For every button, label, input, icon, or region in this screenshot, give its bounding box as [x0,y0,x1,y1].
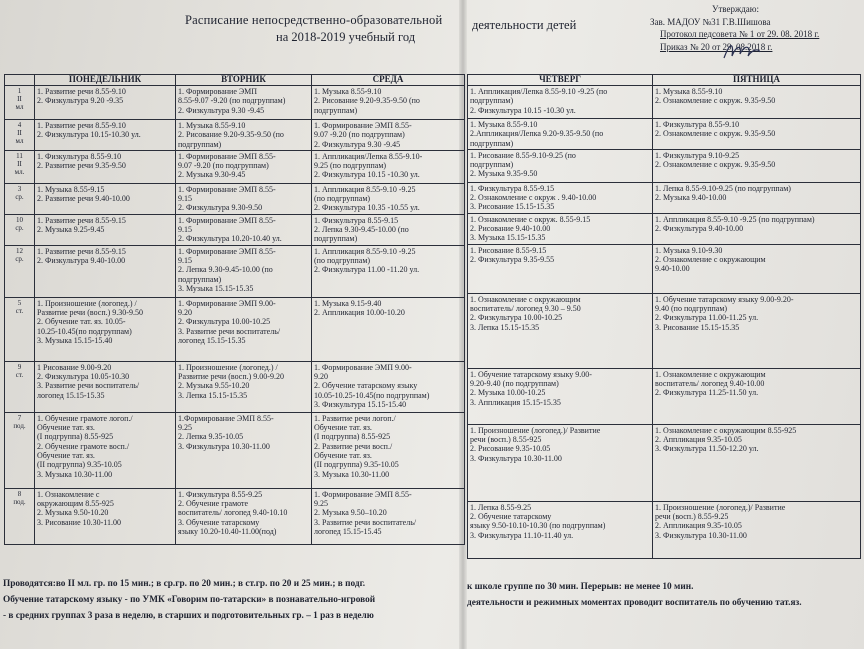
cell-line: II [17,129,22,137]
cell-line: 2. Физкультура 11.25-11.50 ул. [655,388,759,398]
cell-line: 2. Физкультура 9.40-10.00 [655,224,744,234]
cell-line: 9.15 [178,256,192,266]
cell-line: ср. [15,192,24,201]
table-row [5,120,465,151]
table-row [468,213,861,244]
cell-line: подгруппам) [314,105,358,115]
cell-line: 1. Ознакомление с окружающим 8.55-925 [655,425,797,435]
schedule-cell [312,361,465,412]
cell-line: Обучение тат. яз. [37,451,95,461]
cell-line: ср. [15,254,24,263]
cell-line: 2. Музыка 9.35-9.50 [470,169,538,179]
schedule-cell [312,488,465,544]
schedule-cell [653,213,861,244]
cell-line: 1. Музыка 8.55-9.10 [470,120,538,129]
cell-line: под. [13,497,26,506]
cell-line: 4 [17,121,22,129]
cell-line: 2. Рисование 9.35-10.05 [470,444,551,454]
cell-line: 1. Физкультура 9.10-9.25 [655,150,740,160]
schedule-cell [312,120,465,151]
cell-line: 1. Аппликация 8.55-9.10 -9.25 [314,246,416,256]
cell-line: 1. Аппликация/Лепка 8.55-9.10- [314,151,423,161]
cell-line: 9.07 -9.20 (по подгруппам) [314,130,405,140]
cell-line: 1. Аппликация 8.55-9.10 -9.25 [314,184,416,194]
schedule-cell [35,245,176,297]
cell-line: 3. Физкультура 10.30-11.00 [655,530,747,540]
day-header: ЧЕТВЕРГ [468,75,653,86]
cell-line: 2. Музыка 9.25-9.45 [37,225,105,235]
cell-line: 2. Музыка 9.50-10.20 [37,508,109,518]
table-row [5,488,465,544]
cell-line: 2. Рисование 9.20-9.35-9.50 (по [314,96,420,106]
schedule-cell [653,149,861,182]
table-row [5,297,465,361]
cell-line: речи (восп.) 8.55-925 [470,435,542,445]
schedule-cell [35,297,176,361]
cell-line: мл [15,137,24,145]
cell-line: 1. Формирование ЭМП 8.55- [178,215,276,225]
cell-line: 2. Ознакомление с окруж. 9.35-9.50 [655,160,776,170]
footer-note-2: Обучение татарскому языку - по УМК «Говорим по-татарски» в познавательно-игровой [3,595,376,605]
cell-line: Развитие речи (восп.) 9.00-9.20 [178,372,284,382]
cell-line: подгруппам) [314,234,358,244]
cell-line: 9.40 (по подгруппам) [655,304,728,314]
cell-line: под. [13,421,26,430]
cell-line: 3. Рисование 10.30-11.00 [37,517,121,527]
cell-line: 1. Обучение татарскому языку 9.00-9.20- [655,294,794,304]
cell-line: 1. Физкультура 8.55-9.25 [178,489,263,499]
group-cell [5,297,35,361]
cell-line: 1. Ознакомление с окружающим [655,369,766,379]
cell-line: 9.25 [314,499,328,509]
cell-line: 1. Произношение (логопед.) / [37,298,137,308]
cell-line: 3. Физкультура 11.50-12.20 ул. [655,444,759,454]
cell-line: 3. Рисование 15.15-15.35 [655,322,740,332]
cell-line: 2. Ознакомление с окруж. 9.35-9.50 [655,96,776,106]
schedule-cell [176,297,312,361]
cell-line: подгруппам) [470,160,514,170]
cell-line: 2. Музыка 9.40-10.00 [655,193,727,203]
cell-line: 2. Физкультура 9.40-10.00 [37,256,126,266]
table-row [5,150,465,183]
group-cell [5,412,35,488]
schedule-cell [653,86,861,119]
cell-line: логопед 15.15-15.35 [37,390,105,400]
cell-line: 1. Произношение (логопед.) / [178,362,278,372]
table-row [5,245,465,297]
cell-line: 2. Лепка 9.35-10.05 [178,432,244,442]
cell-line: языку 9.50-10.10-10.30 (по подгруппам) [470,521,606,531]
document-title-right: деятельности детей [472,18,577,32]
schedule-cell [653,119,861,150]
cell-line: 9.07 -9.20 (по подгруппам) [178,161,269,171]
cell-line: 1 [17,87,22,95]
cell-line: 2. Развитие речи 9.40-10.00 [37,194,130,204]
table-row [5,86,465,120]
cell-line: 2. Музыка 10.00-10.25 [470,388,546,398]
schedule-cell [35,86,176,120]
table-row [468,182,861,213]
cell-line: 1. Физкультура 8.55-9.10 [37,151,122,161]
cell-line: 3. Физкультура 10.30-11.00 [470,453,562,463]
schedule-cell [35,488,176,544]
cell-line: 3. Развитие речи воспитатель/ [314,517,417,527]
group-cell [5,150,35,183]
cell-line: Обучение тат. яз. [314,423,372,433]
cell-line: 3. Лепка 15.15-15.35 [178,390,248,400]
cell-line: 2. Физкультура 10.15-10.30 ул. [37,130,141,140]
day-header: ПОНЕДЕЛЬНИК [35,75,176,86]
table-row [468,86,861,119]
cell-line: 3. Развитие речи воспитатель/ [37,381,140,391]
schedule-cell [312,86,465,120]
cell-line: 1. Лепка 8.55-9.25 [470,502,532,512]
cell-line: 1. Музыка 8.55-9.10 [314,87,382,96]
cell-line: 2. Музыка 9.50–10.20 [314,508,387,518]
cell-line: 1. Аппликация 8.55-9.10 -9.25 (по подгруппам) [655,214,815,224]
cell-line: 1. Произношение (логопед.)/ Развитие [655,502,786,512]
cell-line: 9.25 (по подгруппам) [314,161,387,171]
group-header [5,75,35,86]
cell-line: 1. Музыка 8.55-9.15 [37,184,105,194]
cell-line: 8 [17,489,22,498]
cell-line: 2. Аппликация 9.35-10.05 [655,435,742,445]
cell-line: логопед 15.15-15.35 [178,336,246,346]
cell-line: Обучение тат. яз. [314,451,372,461]
cell-line: II [17,95,22,103]
schedule-cell [312,183,465,214]
cell-line: (II подгруппа) 9.35-10.05 [37,460,122,470]
cell-line: 1. Обучение грамоте логоп./ [37,413,133,423]
table-row [468,119,861,150]
document-title-left: Расписание непосредственно-образовательной [185,13,443,27]
cell-line: 3. Музыка 15.15-15.35 [470,233,546,243]
cell-line: 1. Развитие речи 8.55-9.15 [37,215,126,225]
cell-line: 9.20-9.40 (по подгруппам) [470,379,559,389]
footer-note-2-cont: деятельности и режимных моментах проводит воспитатель по обучению тат.яз. [467,598,802,608]
group-cell [5,120,35,151]
table-row [468,149,861,182]
cell-line: 10 [16,215,23,224]
schedule-cell [176,488,312,544]
cell-line: 3 [17,184,22,193]
cell-line: 2. Обучение грамоте [178,499,249,509]
cell-line: 1. Ознакомление с [37,489,100,499]
cell-line: 1. Ознакомление с окружающим [470,294,581,304]
schedule-cell [35,214,176,245]
schedule-cell [468,424,653,501]
cell-line: 9.40-10.00 [655,264,690,274]
cell-line: 3. Музыка 10.30-11.00 [37,469,113,479]
cell-line: 2. Физкультура 10.00-10.25 [470,313,563,323]
cell-line: мл [15,103,24,111]
group-cell [5,86,35,120]
approval-line: Протокол педсовета № 1 от 29. 08. 2018 г. [660,29,820,39]
cell-line: 3. Музыка 15.15-15.35 [178,284,254,294]
schedule-cell [35,361,176,412]
schedule-cell [653,368,861,424]
cell-line: 3. Музыка 10.30-11.00 [314,469,390,479]
cell-line: 1. Физкультура 8.55-9.10 [655,120,740,129]
cell-line: 2. Физкультура 10.15 -10.30 ул. [314,170,420,180]
schedule-cell [312,245,465,297]
cell-line: 1. Физкультура 8.55-9.15 [314,215,399,225]
cell-line: 3. Физкультура 10.30-11.00 [178,441,270,451]
table-row [468,501,861,558]
cell-line: 3. Обучение татарскому [178,517,260,527]
cell-line: (I подгруппа) 8.55-925 [314,432,391,442]
cell-line: 1. Развитие речи 8.55-9.10 [37,87,126,96]
cell-line: (по подгруппам) [314,194,371,204]
cell-line: 2. Физкультура 10.05-10.30 [37,372,130,382]
cell-line: 2. Физкультура 11.00 -11.20 ул. [314,265,420,275]
cell-line: 2. Физкультура 10.00-10.25 [178,317,271,327]
cell-line: (по подгруппам) [314,256,371,266]
cell-line: воспитатель/ логопед 9.40-10.00 [655,379,765,389]
schedule-cell [468,182,653,213]
cell-line: 2. Ознакомление с окруж. 9.35-9.50 [655,129,776,139]
table-row [468,368,861,424]
cell-line: 10.05-10.25-10.45(по подгруппам) [314,390,430,400]
cell-line: подгруппам) [178,139,222,149]
schedule-cell [176,412,312,488]
schedule-cell [312,214,465,245]
cell-line: 1. Формирование ЭМП 8.55- [314,489,412,499]
cell-line: 3. Физкультура 15.15-15.40 [314,400,407,410]
schedule-cell [312,150,465,183]
cell-line: 9 [17,362,22,371]
cell-line: 2. Музыка 9.55-10.20 [178,381,250,391]
cell-line: Развитие речи (восп.) 9.30-9.50 [37,308,143,318]
cell-line: 1. Рисование 8.55-9.15 [470,245,547,255]
cell-line: 1. Обучение татарскому языку 9.00- [470,369,592,379]
cell-line: 2. Физкультура 10.15 -10.30 ул. [470,105,576,115]
cell-line: 1. Физкультура 8.55-9.15 [470,183,555,193]
table-row [468,244,861,293]
schedule-cell [176,361,312,412]
cell-line: 1. Формирование ЭМП 9.00- [178,298,276,308]
approval-line: Зав. МАДОУ №31 Г.В.Шишова [650,16,771,27]
cell-line: 8.55-9.07 -9.20 (по подгруппам) [178,96,286,106]
footer-note-1-cont: к школе группе по 30 мин. Перерыв: не менее 10 мин. [467,582,694,592]
table-row [5,214,465,245]
table-row [468,293,861,368]
schedule-cell [35,412,176,488]
cell-line: 2. Развитие речи 9.35-9.50 [37,161,126,171]
cell-line: 2. Обучение тат. яз. 10.05- [37,317,126,327]
schedule-cell [653,182,861,213]
schedule-cell [312,297,465,361]
cell-line: логопед 15.15-15.45 [314,527,382,537]
schedule-cell [468,86,653,119]
schedule-cell [176,150,312,183]
cell-line: воспитатель/ логопед 9.40-10.10 [178,508,288,518]
cell-line: 2. Аппликация 9.35-10.05 [655,521,742,531]
cell-line: 10.25-10.45(по подгруппам) [37,326,132,336]
cell-line: 2. Физкультура 11.00-11.25 ул. [655,313,759,323]
schedule-cell [176,214,312,245]
cell-line: воспитатель/ логопед 9.30 – 9.50 [470,304,581,314]
cell-line: 3. Музыка 15.15-15.40 [37,336,113,346]
schedule-cell [35,120,176,151]
schedule-cell [653,424,861,501]
cell-line: 2. Лепка 9.30-9.45-10.00 (по [314,225,409,235]
cell-line: ст. [15,306,24,315]
cell-line: 3. Физкультура 11.10-11.40 ул. [470,530,574,540]
cell-line: 2. Физкультура 10.20-10.40 ул. [178,234,282,244]
cell-line: 1. Произношение (логопед.)/ Развитие [470,425,601,435]
table-row [5,412,465,488]
cell-line: 1.Формирование ЭМП 8.55- [178,413,274,423]
schedule-cell [176,183,312,214]
cell-line: II [17,159,22,168]
cell-line: ст. [15,370,24,379]
schedule-cell [176,86,312,120]
cell-line: 3. Лепка 15.15-15.35 [470,322,540,332]
group-cell [5,361,35,412]
document-subtitle: на 2018-2019 учебный год [276,30,416,44]
schedule-cell [468,119,653,150]
cell-line: 2. Обучение татарскому [470,512,552,522]
schedule-cell [468,368,653,424]
schedule-cell [468,213,653,244]
cell-line: 11 [16,151,23,160]
cell-line: 9.15 [178,194,192,204]
day-header: ПЯТНИЦА [653,75,861,86]
cell-line: 1. Формирование ЭМП [178,87,258,96]
schedule-cell [35,183,176,214]
table-row [5,361,465,412]
cell-line: 2. Физкультура 9.35-9.55 [470,255,555,265]
cell-line: ср. [15,223,24,232]
group-cell [5,183,35,214]
cell-line: 1. Музыка 8.55-9.10 [178,121,246,130]
cell-line: 9.25 [178,423,192,433]
cell-line: 1. Рисование 8.55-9.10-9.25 (по [470,150,576,160]
cell-line: 1. Формирование ЭМП 8.55- [178,184,276,194]
cell-line: (II подгруппа) 9.35-10.05 [314,460,399,470]
approval-line: Утверждаю: [712,4,760,14]
schedule-cell [653,244,861,293]
cell-line: 2. Рисование 9.20-9.35-9.50 (по [178,130,284,140]
cell-line: подгруппам) [470,96,514,106]
cell-line: 2. Музыка 9.30-9.45 [178,170,246,180]
cell-line: 1. Формирование ЭМП 8.55- [314,121,412,130]
cell-line: 2. Ознакомление с окруж . 9.40-10.00 [470,193,597,203]
cell-line: 9.20 [178,308,192,318]
cell-line: речи (восп.) 8.55-9.25 [655,512,729,522]
cell-line: 5 [17,298,22,307]
cell-line: подгруппам) [470,138,514,148]
cell-line: 9.20 [314,372,328,382]
group-cell [5,214,35,245]
cell-line: мл. [14,167,25,176]
cell-line: окружающим 8.55-925 [37,499,114,509]
cell-line: 1. Формирование ЭМП 9.00- [314,362,412,372]
cell-line: 9.15 [178,225,192,235]
day-header: СРЕДА [312,75,465,86]
cell-line: 1 Рисование 9.00-9.20 [37,362,112,372]
cell-line: 2. Физкультура 10.35 -10.55 ул. [314,203,420,213]
cell-line: 3. Рисование 15.15-15.35 [470,202,555,212]
day-header: ВТОРНИК [176,75,312,86]
signature-icon [722,38,762,64]
cell-line: 12 [16,246,23,255]
cell-line: 2. Обучение грамоте восп./ [37,441,130,451]
cell-line: 2.Аппликация/Лепка 9.20-9.35-9.50 (по [470,129,604,139]
schedule-cell [468,293,653,368]
cell-line: 1. Музыка 9.10-9.30 [655,245,723,255]
schedule-table-right [467,74,861,559]
footer-note-1: Проводятся:во II мл. гр. по 15 мин.; в ср.гр. по 20 мин.; в ст.гр. по 20 и 25 мин.; в подг. [3,579,366,589]
cell-line: 1. Музыка 8.55-9.10 [655,87,723,96]
cell-line: 2. Физкультура 9.30 -9.45 [314,139,401,149]
cell-line: Обучение тат. яз. [37,423,95,433]
cell-line: 1. Аппликация/Лепка 8.55-9.10 -9.25 (по [470,87,608,96]
cell-line: 2. Ознакомление с окружающим [655,255,766,265]
cell-line: 2. Развитие речи восп./ [314,441,393,451]
schedule-cell [312,412,465,488]
cell-line: 1. Развитие речи логоп./ [314,413,396,423]
cell-line: 2. Физкультура 9.20 -9.35 [37,96,124,106]
schedule-table-left [4,74,465,545]
cell-line: 2. Лепка 9.30-9.45-10.00 (по [178,265,273,275]
schedule-cell [653,293,861,368]
group-cell [5,245,35,297]
cell-line: 1. Формирование ЭМП 8.55- [178,151,276,161]
table-row [468,424,861,501]
schedule-cell [176,245,312,297]
cell-line: 1. Ознакомление с окруж. 8.55-9.15 [470,214,591,224]
cell-line: 2. Физкультура 9.30-9.50 [178,203,263,213]
schedule-cell [176,120,312,151]
cell-line: языку 10.20-10.40-11.00(под) [178,527,277,537]
cell-line: 1. Развитие речи 8.55-9.10 [37,121,126,130]
footer-note-3: - в средних группах 3 раза в неделю, в старших и подготовительных гр. – 1 раз в неделю [3,611,374,621]
cell-line: 1. Формирование ЭМП 8.55- [178,246,276,256]
cell-line: 2. Рисование 9.40-10.00 [470,224,551,234]
cell-line: 7 [17,413,22,422]
cell-line: 1. Развитие речи 8.55-9.15 [37,246,126,256]
cell-line: 2. Аппликация 10.00-10.20 [314,308,405,318]
table-row [5,183,465,214]
schedule-cell [35,150,176,183]
cell-line: 1. Лепка 8.55-9.10-9.25 (по подгруппам) [655,183,791,193]
schedule-cell [468,149,653,182]
approval-line: Приказ № 20 от 29. 08.2018 г. [660,41,773,52]
cell-line: (I подгруппа) 8.55-925 [37,432,114,442]
schedule-cell [653,501,861,558]
cell-line: подгруппам) [178,274,222,284]
group-cell [5,488,35,544]
cell-line: 3. Аппликация 15.15-15.35 [470,397,561,407]
cell-line: 2. Обучение татарскому языку [314,381,418,391]
schedule-cell [468,501,653,558]
cell-line: 2. Физкультура 9.30 -9.45 [178,105,265,115]
cell-line: 3. Развитие речи воспитатель/ [178,326,281,336]
cell-line: 1. Музыка 9.15-9.40 [314,298,382,308]
schedule-cell [468,244,653,293]
